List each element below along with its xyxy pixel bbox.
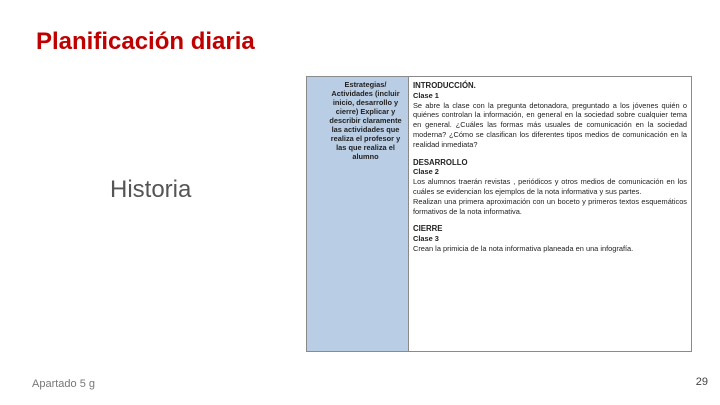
slide-title: Planificación diaria xyxy=(36,28,255,55)
closing-class: Clase 3 xyxy=(413,234,439,244)
development-class: Clase 2 xyxy=(413,167,439,177)
development-text-1: Los alumnos traerán revistas , periódicos y otros medios de comunicación en los cuáles se evidencian los ejemplos de la nota informativa y sus partes. xyxy=(413,177,687,196)
development-title: DESARROLLO xyxy=(413,157,468,167)
closing-text: Crean la primicia de la nota informativa planeada en una infografía. xyxy=(413,243,634,253)
intro-class: Clase 1 xyxy=(413,90,439,100)
strategies-column xyxy=(307,77,409,351)
page-number: 29 xyxy=(695,376,708,388)
strategies-header: Estrategias/ Actividades (incluir inicio, desarrollo y cierre) Explicar y describir claramente las actividades que realiza el profesor y las que realiza el alumno xyxy=(329,80,402,161)
intro-text: Se abre la clase con la pregunta detonadora, preguntado a los jóvenes quién o quiénes controlan la información, en general en la sociedad sobre cualquier tema en general. ¿Cuáles las formas más usuales de comunicación en la sociedad moderna? ¿Cómo se clasifican los diferentes tipos medios de comunicación en la realidad inmediata? xyxy=(413,100,687,149)
closing-title: CIERRE xyxy=(413,224,443,234)
subject-label: Historia xyxy=(110,176,192,203)
intro-title: INTRODUCCIÓN. xyxy=(413,81,476,90)
planning-table xyxy=(306,76,692,352)
footer-section-label: Apartado 5 g xyxy=(32,378,95,390)
development-text-2: Realizan una primera aproximación con un boceto y primeros textos esquemáticos formativos de la nota informativa. xyxy=(413,196,687,216)
activities-column xyxy=(409,77,691,351)
